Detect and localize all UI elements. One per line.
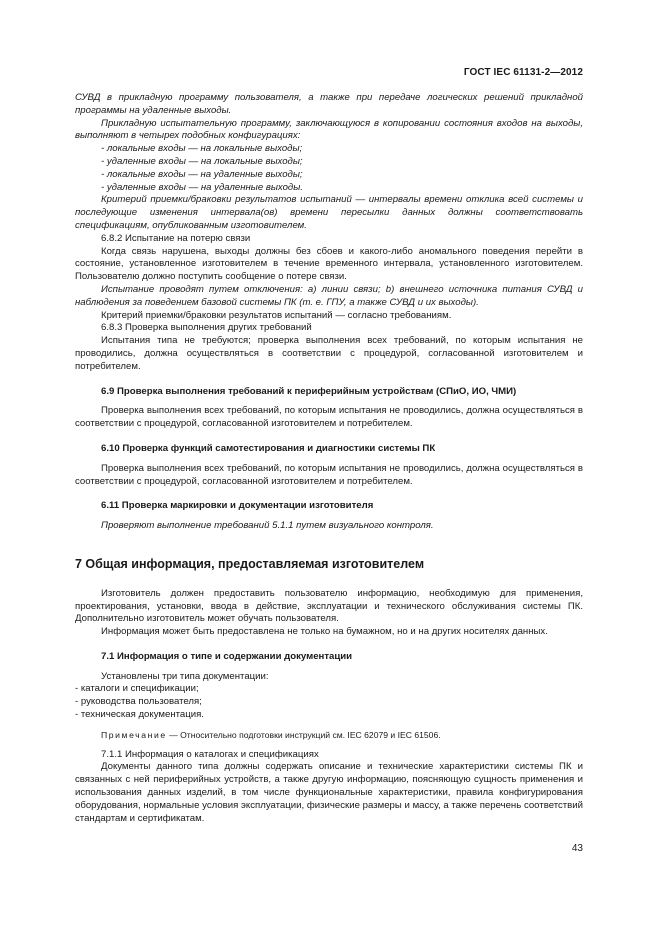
- doc-type-list: [75, 683, 583, 721]
- list-item: - техническая документация.: [75, 709, 204, 721]
- list-item: - руководства пользователя;: [75, 696, 202, 708]
- paragraph: Установлены три типа документации:: [101, 670, 269, 682]
- subsection-title: 6.8.2 Испытание на потерю связи: [101, 232, 251, 244]
- list-item: - локальные входы — на локальные выходы;: [101, 143, 303, 155]
- note-label: Примечание: [101, 729, 167, 740]
- paragraph: Информация может быть предоставлена не только на бумажном, но и на других носителях данных.: [101, 626, 548, 638]
- note-text: — Относительно подготовки инструкций см. IEC 62079 и IEC 61506.: [166, 729, 441, 740]
- section-heading: 7.1 Информация о типе и содержании документации: [101, 650, 353, 662]
- paragraph: Проверяют выполнение требований 5.1.1 путем визуального контроля.: [101, 520, 434, 532]
- section-heading: 6.11 Проверка маркировки и документации изготовителя: [101, 500, 374, 512]
- section-heading: 6.9 Проверка выполнения требований к периферийным устройствам (СПиО, ИО, ЧМИ): [101, 385, 517, 397]
- paragraph: Критерий приемки/браковки результатов испытаний — согласно требованиям.: [101, 309, 452, 321]
- list-item: - удаленные входы — на локальные выходы;: [101, 155, 303, 167]
- paragraph: Проверка выполнения всех требований, по которым испытания не проводились, должна осуществляться в соответствии с процедурой, согласованной изготовителем и потребителем.: [75, 462, 583, 487]
- list-item: - каталоги и спецификации;: [75, 683, 199, 695]
- paragraph: Документы данного типа должны содержать описание и технические характеристики системы ПК и связанных с ней периферийных устройств, а также другую информацию, поясняющую сущность применения и использования данных изделий, в том числе функциональные характеристики, правила конфигурирования оборудования, нормальные условия эксплуатации, физические размеры и массу, а также перечень соответствий стандартам и сертификатам.: [75, 761, 583, 824]
- paragraph: Испытания типа не требуются; проверка выполнения всех требований, по которым испытания не проводились, должна осуществляться в соответствии с процедурой, согласованной изготовителем и потребителем.: [75, 335, 583, 372]
- list-item: - локальные входы — на удаленные выходы;: [101, 168, 303, 180]
- section-heading: 6.10 Проверка функций самотестирования и диагностики системы ПК: [101, 442, 436, 454]
- paragraph: СУВД в прикладную программу пользователя, а также при передаче логических решений прикладной программы на удаленные выходы.: [75, 92, 583, 116]
- subsection-title: 6.8.3 Проверка выполнения других требований: [101, 322, 312, 334]
- page-number: 43: [571, 843, 583, 854]
- document-body: [75, 92, 583, 825]
- paragraph: Критерий приемки/браковки результатов испытаний — интервалы времени отклика всей системы и последующие изменения интервала(ов) времени пересылки данных должны соответствовать спецификациям, опубликованным изготовителем.: [75, 194, 583, 231]
- config-list: [75, 143, 583, 194]
- subsection-title: 7.1.1 Информация о каталогах и спецификациях: [101, 748, 319, 760]
- paragraph: Испытание проводят путем отключения: а) линии связи; b) внешнего источника питания СУВД и наблюдения за поведением базовой системы ПК (т. е. ГПУ, а также СУВД и их выходы).: [75, 283, 583, 308]
- standard-code-header: ГОСТ IEC 61131-2—2012: [463, 67, 583, 78]
- paragraph: Изготовитель должен предоставить пользователю информацию, необходимую для применения, проектирования, установки, ввода в действие, эксплуатации и технического обслуживания системы ПК. Дополнительно изготовитель может обучать пользователя.: [75, 587, 583, 625]
- paragraph: Когда связь нарушена, выходы должны без сбоев и какого-либо аномального поведения перейти в состояние, установленное изготовителем в течение временного интервала, установленного изготовителем. Пользователю должно поступить сообщение о потере связи.: [75, 245, 583, 283]
- paragraph: Проверка выполнения всех требований, по которым испытания не проводились, должна осуществляться в соответствии с процедурой, согласованной изготовителем и потребителем.: [75, 405, 583, 430]
- chapter-heading: 7 Общая информация, предоставляемая изготовителем: [75, 556, 425, 571]
- note: [75, 729, 583, 742]
- paragraph: Прикладную испытательную программу, заключающуюся в копировании состояния входов на выходы, выполняют в четырех подобных конфигурациях:: [75, 117, 583, 142]
- list-item: - удаленные входы — на удаленные выходы.: [101, 181, 303, 193]
